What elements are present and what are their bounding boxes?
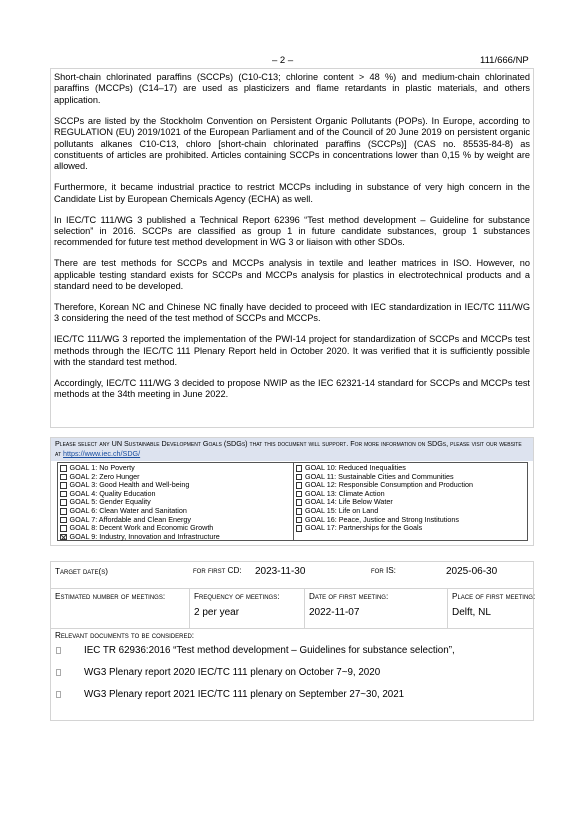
checkbox-icon[interactable] (296, 499, 303, 506)
sdg-goal-label: GOAL 1: No Poverty (69, 463, 135, 472)
checkbox-icon[interactable] (296, 517, 303, 524)
first-meeting-place-value[interactable]: Delft, NL (452, 607, 491, 618)
checkbox-icon[interactable] (296, 474, 303, 481)
frequency-label: Frequency of meetings: (194, 592, 280, 601)
first-cd-label: for first CD: (193, 566, 242, 575)
meetings-row (51, 588, 536, 629)
checkbox-icon[interactable] (60, 508, 67, 515)
relevant-document-item[interactable] (55, 667, 380, 678)
body-paragraph: There are test methods for SCCPs and MCCPs analysis in textile and leather matrices in ISO. However, no applicable testing standard exists for SCCPs and MCCPs analysis for plastics in electrotechnical products and a standard need to be developed. (54, 258, 530, 292)
sdg-goal-option[interactable] (296, 524, 528, 533)
sdg-website-link[interactable]: https://www.iec.ch/SDG/ (63, 449, 141, 458)
justification-text-box[interactable] (50, 68, 534, 428)
bullet-icon (56, 691, 61, 698)
sdg-goal-label: GOAL 13: Climate Action (305, 488, 385, 498)
sdg-right-column (293, 463, 528, 540)
relevant-document-text: WG3 Plenary report 2021 IEC/TC 111 plenary on September 27~30, 2021 (84, 689, 405, 700)
is-date[interactable]: 2025-06-30 (446, 566, 498, 577)
sdg-left-column (58, 463, 293, 540)
sdg-goal-label: GOAL 15: Life on Land (305, 505, 379, 515)
sdg-goal-label: GOAL 10: Reduced Inequalities (305, 463, 406, 472)
sdg-goal-label: GOAL 17: Partnerships for the Goals (305, 523, 423, 533)
body-paragraph: In IEC/TC 111/WG 3 published a Technical Report 62396 “Test method development – Guideline for substance selection” in 2016. SCCPs are classified as group 1 in future candidate substances, group 1 substances recommended for future test method development in WG 3 or liaison with other SDOs. (54, 214, 530, 248)
first-cd-date[interactable]: 2023-11-30 (255, 566, 306, 577)
checkbox-icon[interactable] (296, 465, 303, 472)
relevant-document-text: IEC TR 62936:2016 “Test method development – Guidelines for substance selection”, (84, 645, 455, 656)
document-reference: 111/666/NP (480, 55, 529, 66)
sdg-goal-label: GOAL 9: Industry, Innovation and Infrastructure (69, 531, 220, 541)
sdg-section (50, 437, 534, 546)
body-paragraph: Short-chain chlorinated paraffins (SCCPs) (C10-C13; chlorine content > 48 %) and medium-chain chlorinated paraffins (MCCPs) (C14–17) are used as plasticizers and flame retardants in plastic materials, and others application. (54, 72, 530, 105)
checkbox-icon[interactable] (60, 499, 67, 506)
bullet-icon (56, 647, 61, 654)
relevant-documents-title: Relevant documents to be considered: (55, 631, 195, 640)
body-paragraph: SCCPs are listed by the Stockholm Convention on Persistent Organic Pollutants (POPs). In Europe, according to REGULATION (EU) 2019/1021 of the European Parliament and of the Council of 20 June 2019 on persistent organic pollutants alkanes C10-C13, chloro [short-chain chlorinated paraffins (SCCPs)] (CAS no. 85535-84-8) as constituents of articles are prohibited. Articles containing SCCPs in concentrations lower than 0,15 % by weight are allowed. (54, 115, 530, 172)
target-dates-label: Target date(s) (55, 567, 108, 576)
sdg-goal-label: GOAL 11: Sustainable Cities and Communities (305, 471, 454, 481)
sdg-goal-label: GOAL 7: Affordable and Clean Energy (69, 514, 191, 524)
checkbox-icon[interactable] (296, 482, 303, 489)
sdg-goal-label: GOAL 16: Peace, Justice and Strong Institutions (305, 514, 459, 524)
body-paragraph: Accordingly, IEC/TC 111/WG 3 decided to propose NWIP as the IEC 62321-14 standard for SCCPs and MCCPs test methods at the 34th meeting in June 2022. (54, 378, 530, 400)
relevant-document-text: WG3 Plenary report 2020 IEC/TC 111 plenary on October 7~9, 2020 (84, 667, 381, 678)
checkbox-icon[interactable] (60, 491, 67, 498)
relevant-document-item[interactable] (55, 645, 455, 656)
first-meeting-place-label: Place of first meeting: (452, 592, 536, 601)
bullet-icon (56, 669, 61, 676)
body-paragraph: IEC/TC 111/WG 3 reported the implementation of the PWI-14 project for standardization of SCCPs and MCCPs test methods through the IEC/TC 111 Plenary Report held in October 2020. It was verified that it is sufficiently possible with the standard test method. (54, 334, 530, 368)
meeting-info-box (50, 561, 534, 721)
sdg-goal-label: GOAL 2: Zero Hunger (69, 471, 140, 481)
first-meeting-date-label: Date of first meeting: (309, 592, 389, 601)
sdg-goal-label: GOAL 12: Responsible Consumption and Production (305, 480, 473, 490)
is-label: for IS: (371, 566, 396, 575)
page-header (0, 55, 580, 69)
sdg-goal-label: GOAL 8: Decent Work and Economic Growth (69, 523, 214, 533)
checkbox-icon[interactable] (60, 525, 67, 532)
estimated-meetings-label: Estimated number of meetings: (55, 592, 166, 601)
sdg-checkbox-grid (57, 462, 528, 541)
checkbox-icon[interactable] (60, 474, 67, 481)
checked-checkbox-icon[interactable] (60, 534, 67, 541)
body-paragraph: Therefore, Korean NC and Chinese NC finally have decided to proceed with IEC standardization in IEC/TC 111/WG 3 considering the need of the test method of SCCPs and MCCPs. (54, 302, 530, 324)
frequency-value[interactable]: 2 per year (194, 607, 240, 618)
sdg-goal-label: GOAL 4: Quality Education (69, 488, 156, 498)
checkbox-icon[interactable] (60, 465, 67, 472)
checkbox-icon[interactable] (60, 517, 67, 524)
checkbox-icon[interactable] (296, 508, 303, 515)
sdg-goal-label: GOAL 6: Clean Water and Sanitation (69, 505, 187, 515)
checkbox-icon[interactable] (296, 525, 303, 532)
first-meeting-date-value[interactable]: 2022-11-07 (309, 607, 360, 618)
page-number: – 2 – (272, 55, 294, 66)
sdg-goal-option[interactable] (60, 533, 293, 542)
target-dates-row (51, 562, 533, 589)
checkbox-icon[interactable] (296, 491, 303, 498)
checkbox-icon[interactable] (60, 482, 67, 489)
sdg-goal-label: GOAL 3: Good Health and Well-being (69, 480, 190, 490)
sdg-goal-label: GOAL 14: Life Below Water (305, 497, 393, 507)
relevant-document-item[interactable] (55, 689, 404, 700)
sdg-intro-text: Please select any UN Sustainable Development Goals (SDGs) that this document will support. For more information on SDGs, please visit our website at (55, 439, 522, 458)
sdg-intro (51, 438, 533, 461)
sdg-goal-label: GOAL 5: Gender Equality (69, 497, 151, 507)
body-paragraph: Furthermore, it became industrial practice to restrict MCCPs including in substance of very high concern in the Candidate List by European Chemicals Agency (ECHA) as well. (54, 182, 530, 204)
